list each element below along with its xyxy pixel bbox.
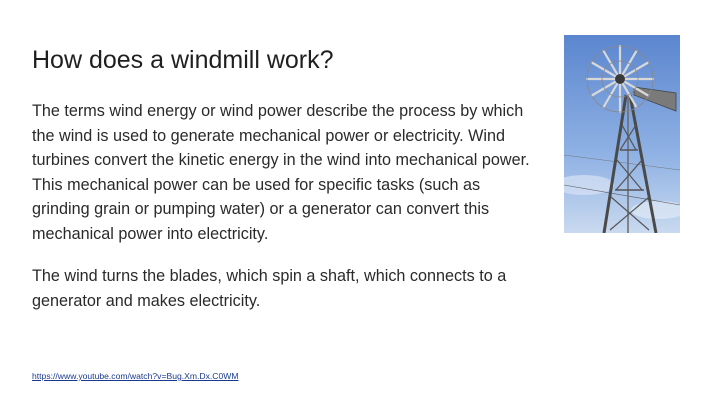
slide-title: How does a windmill work? xyxy=(32,46,334,74)
windmill-image xyxy=(564,35,680,233)
body-paragraph-1: The terms wind energy or wind power describe the process by which the wind is used to generate mechanical power or electricity. Wind turbines convert the kinetic energy in the wind into mechanical power. This mechanical power can be used for specific tasks (such as grinding grain or pumping water) or a generator can convert this mechanical power into electricity. xyxy=(32,102,530,243)
windmill-photo xyxy=(564,35,680,233)
video-link[interactable]: https://www.youtube.com/watch?v=Bug.Xm.Dx.C0WM xyxy=(32,371,239,381)
body-paragraph-2: The wind turns the blades, which spin a shaft, which connects to a generator and makes electricity. xyxy=(32,267,507,310)
